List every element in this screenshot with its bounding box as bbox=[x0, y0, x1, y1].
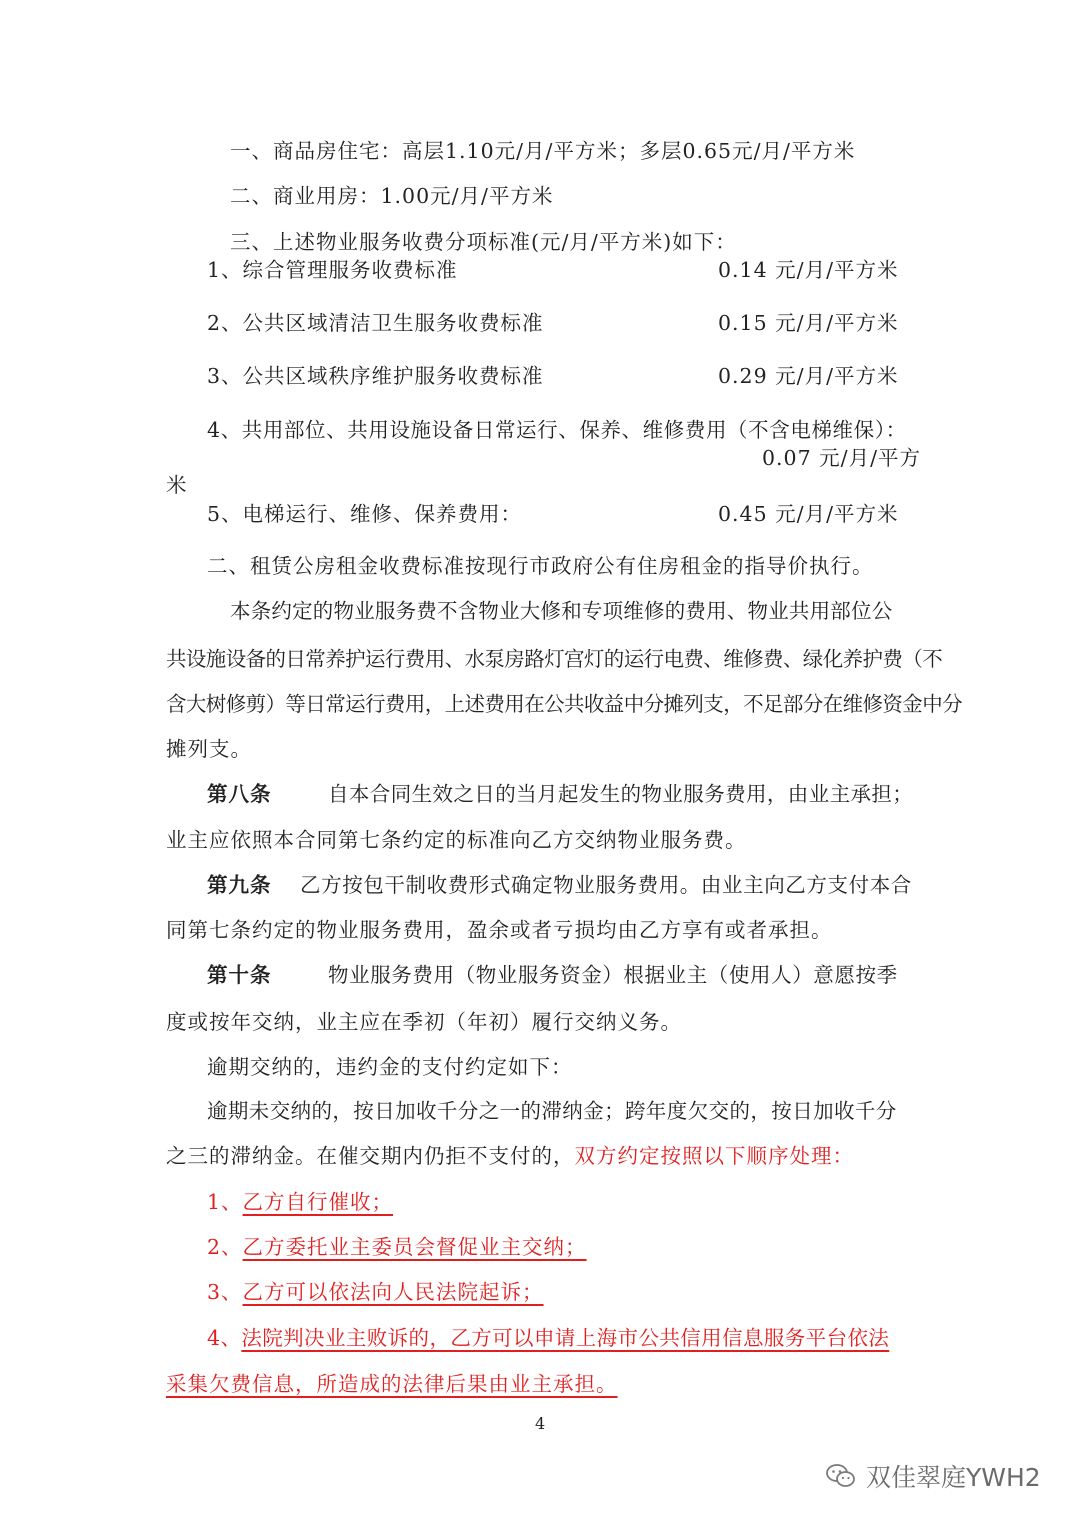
note-line-4: 摊列支。 bbox=[166, 737, 252, 761]
step-4-text: 法院判决业主败诉的，乙方可以申请上海市公共信用信息服务平台依法 bbox=[241, 1326, 890, 1350]
wechat-icon bbox=[826, 1463, 856, 1489]
step-3 bbox=[207, 1278, 544, 1306]
article-9-line-1: 乙方按包干制收费形式确定物业服务费用。由业主向乙方支付本合 bbox=[300, 873, 912, 897]
step-4-cont-text: 采集欠费信息，所造成的法律后果由业主承担。 bbox=[166, 1372, 618, 1396]
article-8-heading: 第八条 bbox=[207, 782, 272, 806]
step-1 bbox=[207, 1188, 393, 1216]
overdue-line-2: 逾期未交纳的，按日加收千分之一的滞纳金；跨年度欠交的，按日加收千分 bbox=[207, 1099, 897, 1123]
watermark bbox=[826, 1458, 1041, 1494]
article-9-line-2: 同第七条约定的物业服务费用，盈余或者亏损均由乙方享有或者承担。 bbox=[166, 918, 833, 942]
item-3-label: 3、公共区域秩序维护服务收费标准 bbox=[207, 364, 544, 388]
overdue-line-1: 逾期交纳的，违约金的支付约定如下： bbox=[207, 1055, 573, 1079]
overdue-line-3-red: 双方约定按照以下顺序处理： bbox=[574, 1144, 854, 1168]
item-3-amount: 0.29 元/月/平方米 bbox=[718, 364, 899, 388]
article-10-line-1: 物业服务费用（物业服务资金）根据业主（使用人）意愿按季 bbox=[328, 963, 898, 987]
step-4 bbox=[207, 1324, 889, 1352]
page-number: 4 bbox=[535, 1414, 546, 1433]
item-4-amount: 0.07 元/月/平方 bbox=[762, 446, 921, 470]
overdue-line-3 bbox=[166, 1142, 854, 1170]
overdue-line-3-text: 之三的滞纳金。在催交期内仍拒不支付的， bbox=[166, 1144, 575, 1168]
watermark-text: 双佳翠庭YWH2 bbox=[866, 1463, 1041, 1492]
rate-line-3: 三、上述物业服务收费分项标准(元/月/平方米)如下： bbox=[230, 230, 737, 254]
article-9-heading: 第九条 bbox=[207, 873, 272, 897]
rate-line-1: 一、商品房住宅：高层1.10元/月/平方米；多层0.65元/月/平方米 bbox=[230, 139, 856, 163]
note-line-1: 本条约定的物业服务费不含物业大修和专项维修的费用、物业共用部位公 bbox=[230, 599, 893, 623]
step-4-continued bbox=[166, 1370, 618, 1398]
item-4-wrap: 米 bbox=[166, 473, 188, 497]
item-1-amount: 0.14 元/月/平方米 bbox=[718, 258, 899, 282]
step-4-num: 4、 bbox=[207, 1326, 242, 1350]
article-8-line-2: 业主应依照本合同第七条约定的标准向乙方交纳物业服务费。 bbox=[166, 828, 747, 852]
article-8-line-1: 自本合同生效之日的当月起发生的物业服务费用，由业主承担； bbox=[328, 782, 914, 806]
item-2-label: 2、公共区域清洁卫生服务收费标准 bbox=[207, 311, 544, 335]
step-3-text: 乙方可以依法向人民法院起诉； bbox=[242, 1280, 544, 1304]
rent-line: 二、租赁公房租金收费标准按现行市政府公有住房租金的指导价执行。 bbox=[207, 554, 874, 578]
note-line-2: 共设施设备的日常养护运行费用、水泵房路灯宫灯的运行电费、维修费、绿化养护费（不 bbox=[166, 647, 943, 671]
item-1-label: 1、综合管理服务收费标准 bbox=[207, 258, 458, 282]
step-2-num: 2、 bbox=[207, 1235, 243, 1259]
step-1-text: 乙方自行催收； bbox=[242, 1190, 394, 1214]
item-5-label: 5、电梯运行、维修、保养费用： bbox=[207, 502, 523, 526]
step-3-num: 3、 bbox=[207, 1280, 243, 1304]
step-2-text: 乙方委托业主委员会督促业主交纳； bbox=[242, 1235, 587, 1259]
step-1-num: 1、 bbox=[207, 1190, 243, 1214]
item-2-amount: 0.15 元/月/平方米 bbox=[718, 311, 899, 335]
item-4-label: 4、共用部位、共用设施设备日常运行、保养、维修费用（不含电梯维保）： bbox=[207, 418, 907, 442]
article-10-line-2: 度或按年交纳，业主应在季初（年初）履行交纳义务。 bbox=[166, 1010, 682, 1034]
item-5-amount: 0.45 元/月/平方米 bbox=[718, 502, 899, 526]
note-line-3: 含大树修剪）等日常运行费用，上述费用在公共收益中分摊列支，不足部分在维修资金中分 bbox=[166, 692, 962, 716]
rate-line-2: 二、商业用房：1.00元/月/平方米 bbox=[230, 184, 554, 208]
article-10-heading: 第十条 bbox=[207, 963, 272, 987]
step-2 bbox=[207, 1233, 587, 1261]
